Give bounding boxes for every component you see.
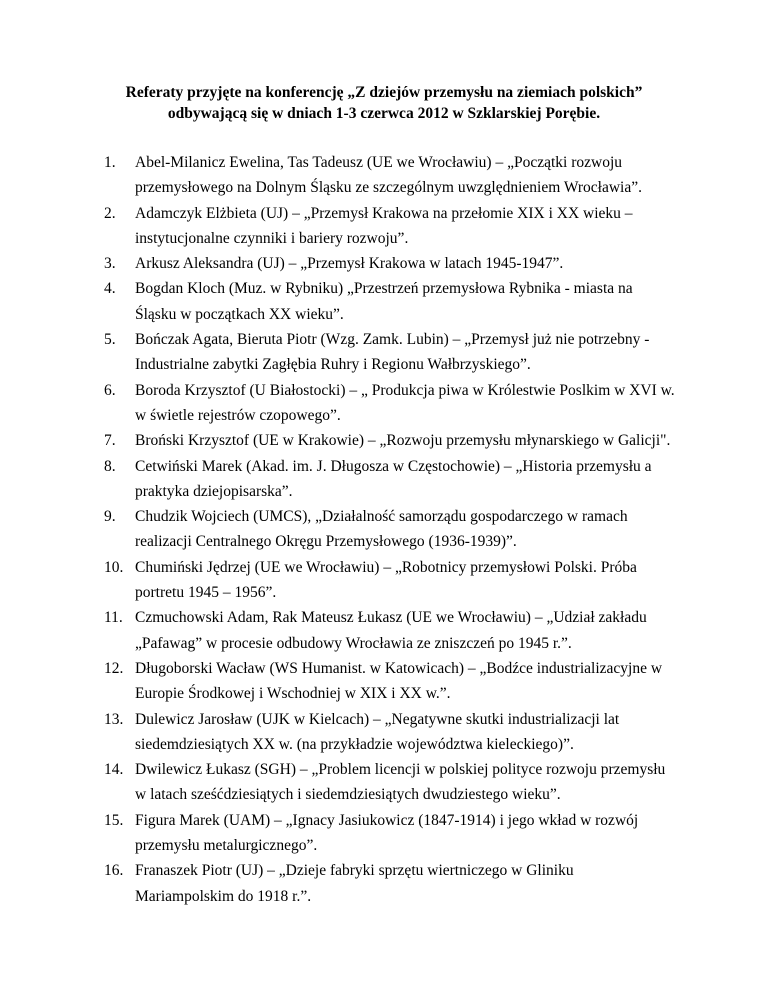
- list-item-number: 12.: [104, 659, 124, 677]
- list-item-number: 13.: [104, 710, 124, 728]
- list-item-line-1: Cetwiński Marek (Akad. im. J. Długosza w Częstochowie) – „Historia przemysłu a: [135, 457, 652, 475]
- list-item: [104, 150, 704, 201]
- list-item-number: 2.: [104, 204, 116, 222]
- list-item-number: 5.: [104, 331, 116, 349]
- list-item-line-2: w latach sześćdziesiątych i siedemdziesiątych dwudziestego wieku”.: [135, 786, 561, 804]
- title-line-2: odbywającą się w dniach 1-3 czerwca 2012 w Szklarskiej Porębie.: [167, 105, 601, 122]
- list-item-line-1: Figura Marek (UAM) – „Ignacy Jasiukowicz (1847-1914) i jego wkład w rozwój: [135, 811, 639, 829]
- list-item-line-1: Broński Krzysztof (UE w Krakowie) – „Rozwoju przemysłu młynarskiego w Galicji".: [135, 432, 671, 450]
- list-item: [104, 757, 704, 808]
- list-item: [104, 555, 704, 606]
- list-item: [104, 858, 704, 909]
- list-item: [104, 808, 704, 859]
- list-item-number: 6.: [104, 381, 116, 399]
- page-title: [100, 82, 668, 124]
- list-item-number: 1.: [104, 154, 116, 171]
- list-item: [104, 251, 704, 276]
- list-item-line-1: Długoborski Wacław (WS Humanist. w Katowicach) – „Bodźce industrializacyjne w: [135, 659, 663, 677]
- list-item: [104, 378, 704, 429]
- list-item-line-2: Europie Środkowej i Wschodniej w XIX i XX w.”.: [135, 685, 451, 703]
- list-item-line-2: portretu 1945 – 1956”.: [135, 584, 277, 602]
- list-item-number: 4.: [104, 280, 116, 298]
- list-item-number: 11.: [104, 609, 123, 627]
- list-item: [104, 428, 704, 453]
- title-line-1: Referaty przyjęte na konferencję „Z dziejów przemysłu na ziemiach polskich”: [125, 84, 643, 101]
- list-item-line-1: Adamczyk Elżbieta (UJ) – „Przemysł Krakowa na przełomie XIX i XX wieku –: [135, 204, 633, 222]
- list-item-line-2: Mariampolskim do 1918 r.”.: [135, 887, 312, 905]
- list-item-line-1: Arkusz Aleksandra (UJ) – „Przemysł Krakowa w latach 1945-1947”.: [135, 255, 564, 273]
- list-item: [104, 276, 704, 327]
- list-item-line-2: przemysłu metalurgicznego”.: [135, 837, 318, 855]
- list-item-line-1: Chumiński Jędrzej (UE we Wrocławiu) – „Robotnicy przemysłowi Polski. Próba: [135, 558, 637, 576]
- list-item: [104, 605, 704, 656]
- list-item-number: 3.: [104, 255, 116, 273]
- list-item-line-2: siedemdziesiątych XX w. (na przykładzie województwa kieleckiego)”.: [135, 735, 574, 753]
- list-item: [104, 707, 704, 758]
- list-item-number: 9.: [104, 508, 116, 526]
- list-item-line-1: Bończak Agata, Bieruta Piotr (Wzg. Zamk. Lubin) – „Przemysł już nie potrzebny -: [135, 331, 650, 349]
- list-item: [104, 656, 704, 707]
- list-item-line-1: Dulewicz Jarosław (UJK w Kielcach) – „Negatywne skutki industrializacji lat: [135, 710, 620, 728]
- list-item: [104, 504, 704, 555]
- list-item: [104, 454, 704, 505]
- list-item-line-1: Czmuchowski Adam, Rak Mateusz Łukasz (UE we Wrocławiu) – „Udział zakładu: [135, 609, 647, 627]
- paper-list: [104, 150, 704, 909]
- list-item-line-1: Dwilewicz Łukasz (SGH) – „Problem licencji w polskiej polityce rozwoju przemysłu: [135, 761, 666, 779]
- list-item-line-2: realizacji Centralnego Okręgu Przemysłowego (1936-1939)”.: [135, 533, 517, 551]
- list-item-number: 16.: [104, 862, 124, 880]
- list-item-line-1: Boroda Krzysztof (U Białostocki) – „ Produkcja piwa w Królestwie Poslkim w XVI w.: [135, 381, 675, 399]
- list-item-line-1: Bogdan Kloch (Muz. w Rybniku) „Przestrzeń przemysłowa Rybnika - miasta na: [135, 280, 633, 298]
- list-item: [104, 201, 704, 252]
- list-item-number: 8.: [104, 457, 116, 475]
- list-item-number: 14.: [104, 761, 124, 779]
- list-item: [104, 327, 704, 378]
- list-item-line-1: Franaszek Piotr (UJ) – „Dzieje fabryki sprzętu wiertniczego w Gliniku: [135, 862, 574, 880]
- list-item-number: 15.: [104, 811, 124, 829]
- list-item-number: 7.: [104, 432, 116, 450]
- list-item-line-2: instytucjonalne czynniki i bariery rozwoju”.: [135, 229, 409, 247]
- list-item-line-2: w świetle rejestrów czopowego”.: [135, 406, 341, 424]
- list-item-line-2: Śląsku w początkach XX wieku”.: [135, 305, 344, 323]
- list-item-line-1: Chudzik Wojciech (UMCS), „Działalność samorządu gospodarczego w ramach: [135, 508, 628, 526]
- list-item-line-2: praktyka dziejopisarska”.: [135, 482, 293, 500]
- list-item-line-1: Abel-Milanicz Ewelina, Tas Tadeusz (UE we Wrocławiu) – „Początki rozwoju: [135, 154, 623, 171]
- list-item-number: 10.: [104, 558, 124, 576]
- list-item-line-2: Industrialne zabytki Zagłębia Ruhry i Regionu Wałbrzyskiego”.: [135, 356, 531, 374]
- list-item-line-2: przemysłowego na Dolnym Śląsku ze szczególnym uwzględnieniem Wrocławia”.: [135, 179, 642, 197]
- list-item-line-2: „Pafawag” w procesie odbudowy Wrocławia ze zniszczeń po 1945 r.”.: [135, 634, 572, 652]
